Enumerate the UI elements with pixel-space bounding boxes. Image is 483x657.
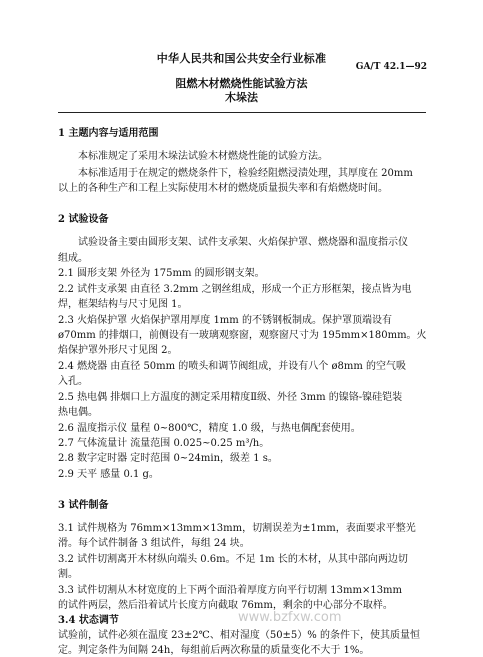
item-2-1: 2.1 圆形支架 外径为 175mm 的圆形钢支架。 <box>58 268 265 279</box>
section-1-paragraph-2-line-2: 以上的各种生产和工程上实际使用木材的燃烧质量损失率和有焰燃烧时间。 <box>58 183 388 194</box>
item-3-1-line-2: 滑。每个试件制备 3 组试件，每组 24 块。 <box>58 538 250 549</box>
item-3-3-line-2: 的试件两层，然后沿着试片长度方向截取 76mm，剩余的中心部分不取样。 <box>58 600 393 611</box>
document-title: 阻燃木材燃烧性能试验方法 <box>175 77 308 90</box>
item-2-5-line-1: 2.5 热电偶 排烟口上方温度的测定采用精度Ⅱ级、外径 3mm 的镍铬-镍硅铠装 <box>58 392 403 403</box>
standard-title: 中华人民共和国公共安全行业标准 <box>156 52 327 65</box>
item-2-4-line-2: 入孔。 <box>58 376 88 387</box>
section-2-intro-line-2: 组成。 <box>58 253 88 264</box>
section-1-heading: 1 主题内容与适用范围 <box>58 128 159 139</box>
item-2-6: 2.6 温度指示仪 量程 0~800℃，精度 1.0 级，与热电偶配套使用。 <box>58 423 361 434</box>
watermark: www.bzfxw.com <box>238 610 342 625</box>
section-1-paragraph-1: 本标准规定了采用木垛法试验木材燃烧性能的试验方法。 <box>78 151 328 162</box>
item-2-4-line-1: 2.4 燃烧器 由直径 50mm 的喷头和调节阀组成，并设有八个 ø8mm 的空气吸 <box>58 361 407 372</box>
header-divider <box>58 112 426 113</box>
item-3-2-line-1: 3.2 试件切割离开木材纵向端头 0.6m。不足 1m 长的木材，从其中部向两边切 <box>58 554 408 565</box>
item-3-2-line-2: 割。 <box>58 569 78 580</box>
section-3-heading: 3 试件制备 <box>58 500 109 511</box>
item-2-2-line-1: 2.2 试件支承架 由直径 3.2mm 之钢丝组成，形成一个正方形框架，接点皆为电 <box>58 284 412 295</box>
item-2-3-line-2: ø70mm 的排烟口，前侧设有一玻璃观察窗，观察窗尺寸为 195mm×180mm。火 <box>58 330 427 341</box>
item-2-2-line-2: 焊，框架结构与尺寸见图 1。 <box>58 299 188 310</box>
item-3-1-line-1: 3.1 试件规格为 76mm×13mm×13mm，切割误差为±1mm，表面要求平整光 <box>58 523 416 534</box>
item-3-4-heading: 3.4 状态调节 <box>58 615 119 626</box>
section-2-heading: 2 试验设备 <box>58 214 109 225</box>
item-2-3-line-3: 焰保护罩外形尺寸见图 2。 <box>58 345 178 356</box>
standard-code: GA/T 42.1—92 <box>355 62 427 72</box>
item-3-4-line-1: 试验前，试件必须在温度 23±2℃、相对湿度（50±5）% 的条件下，使其质量恒 <box>58 630 420 641</box>
item-3-4-line-2: 定。判定条件为间隔 24h，每组前后两次称量的质量变化不大于 1%。 <box>58 645 370 656</box>
item-2-7: 2.7 气体流量计 流量范围 0.025~0.25 m³/h。 <box>58 438 270 449</box>
document-subtitle: 木垛法 <box>225 91 258 104</box>
section-1-paragraph-2-line-1: 本标准适用于在规定的燃烧条件下，检验经阻燃浸渍处理，其厚度在 20mm <box>78 168 413 179</box>
section-2-intro-line-1: 试验设备主要由圆形支架、试件支承架、火焰保护罩、燃烧器和温度指示仪 <box>78 237 408 248</box>
item-2-8: 2.8 数字定时器 定时范围 0~24min，级差 1 s。 <box>58 453 278 464</box>
item-2-9: 2.9 天平 感量 0.1 g。 <box>58 469 159 480</box>
item-2-5-line-2: 热电偶。 <box>58 407 98 418</box>
item-3-3-line-1: 3.3 试件切割从木材宽度的上下两个面沿着厚度方向平行切割 13mm×13mm <box>58 585 403 596</box>
item-2-3-line-1: 2.3 火焰保护罩 火焰保护罩用厚度 1mm 的不锈钢板制成。保护罩顶端设有 <box>58 315 392 326</box>
